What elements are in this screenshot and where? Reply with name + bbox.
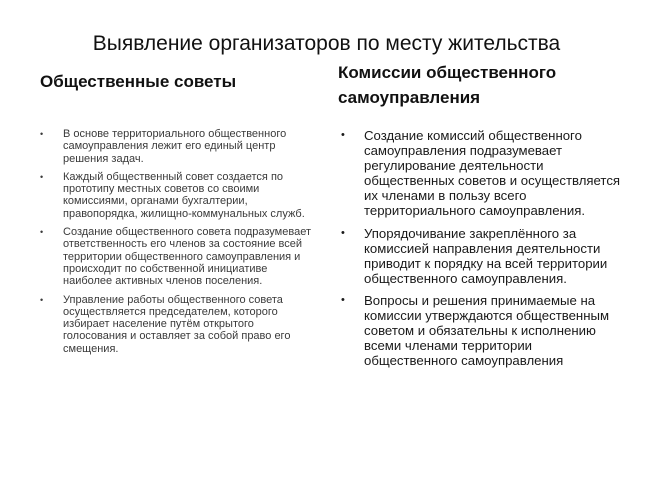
list-item-text: Создание общественного совета подразумевает ответственность его членов за состояние всей территории общественного самоуправления и происходит по собственной инициативе наиболее активных членов поселения. (63, 226, 311, 288)
bullet-icon: • (40, 129, 44, 139)
bullet-icon: • (341, 129, 345, 141)
list-item-text: В основе территориального общественного самоуправления лежит его единый центр решения задач. (63, 128, 287, 165)
list-item (341, 128, 629, 219)
list-item (40, 226, 318, 288)
bullet-icon: • (341, 293, 345, 306)
list-item-text: Создание комиссий общественного самоуправления подразумевает регулирование деятельности общественных советов и осуществляется их членами в пользу всего территориального самоуправления. (364, 128, 621, 219)
bullet-icon: • (40, 171, 44, 182)
left-bullet-list (40, 128, 318, 361)
list-item (341, 225, 629, 286)
list-item (40, 293, 318, 355)
list-item-text: Управление работы общественного совета осуществляется председателем, которого избирает население путём открытого голосования и оставляет за собой право его смещения. (63, 293, 291, 355)
right-bullet-list (341, 128, 629, 375)
bullet-icon: • (341, 226, 345, 239)
list-item-text: Упорядочивание закреплённого за комиссией направления деятельности приводит к порядку на всей территории общественного самоуправления. (364, 225, 608, 286)
right-column-heading: Комиссии общественного самоуправления (338, 63, 557, 107)
list-item-text: Вопросы и решения принимаемые на комиссии утверждаются общественным советом и обязательны к исполнению всеми членами территории общественного самоуправления (364, 292, 610, 369)
left-column-heading: Общественные советы (40, 72, 237, 91)
list-item-text: Каждый общественный совет создается по прототипу местных советов со своими комиссиями, органами бухгалтерии, правопорядка, жилищно-коммунальных служб. (63, 170, 305, 220)
bullet-icon: • (40, 294, 44, 305)
bullet-icon: • (40, 227, 44, 238)
list-item (341, 292, 629, 369)
slide-title: Выявление организаторов по месту жительства (92, 32, 561, 55)
list-item (40, 170, 318, 220)
list-item (40, 128, 318, 165)
